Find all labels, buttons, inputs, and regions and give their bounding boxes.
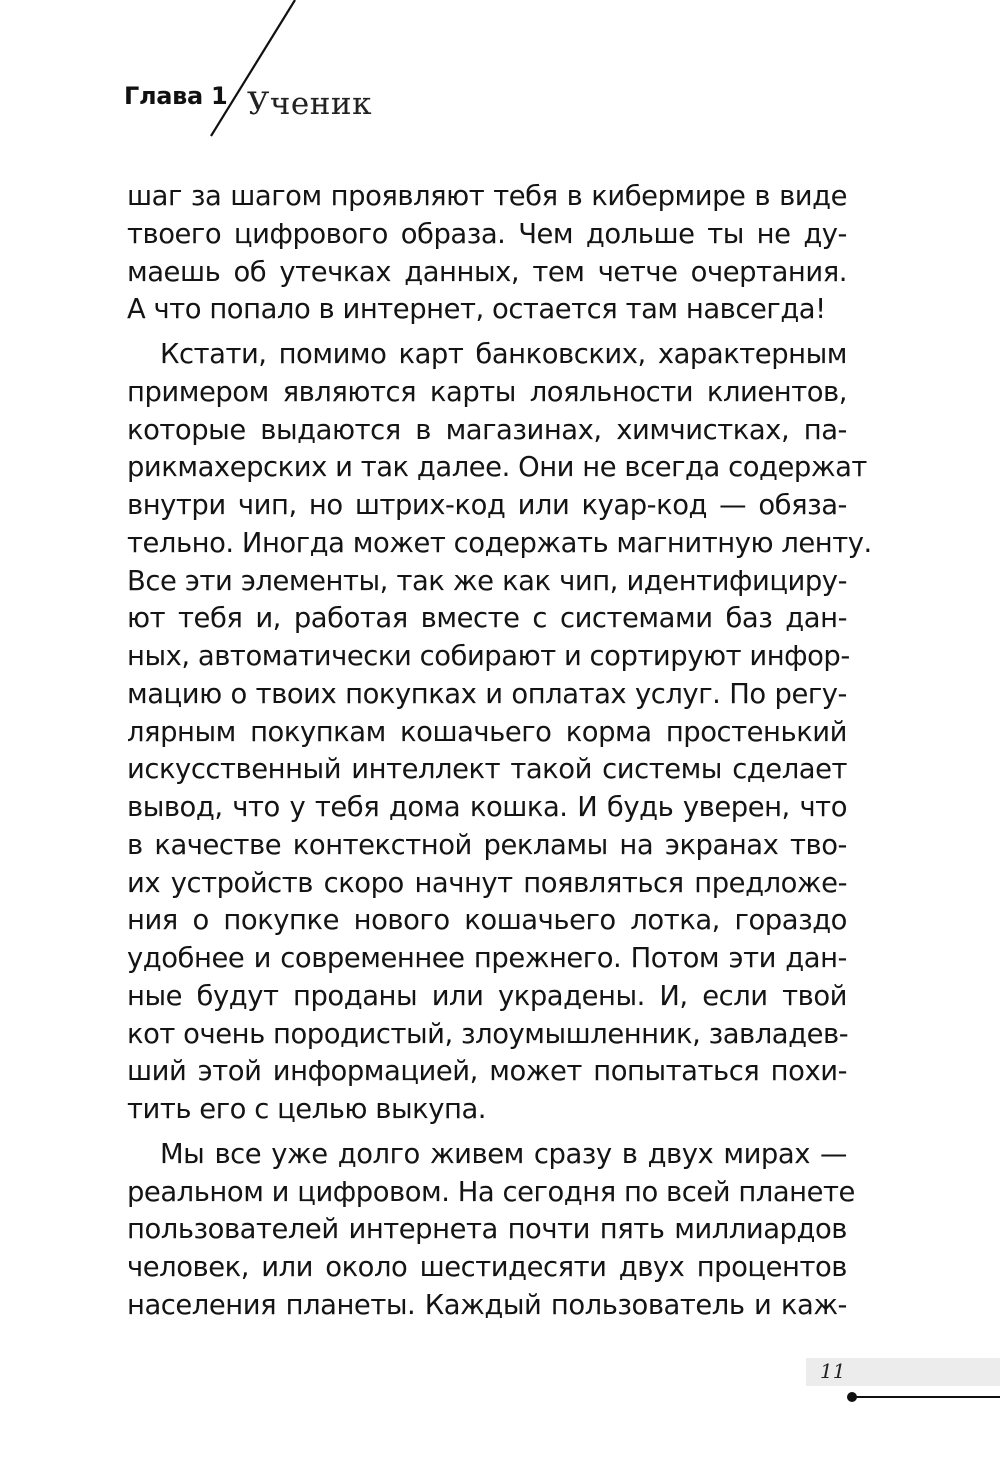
- text-line: маешь об утечках данных, тем четче очертания.: [127, 256, 847, 288]
- chapter-title: Ученик: [247, 86, 372, 122]
- text-line: тить его с целью выкупа.: [127, 1094, 487, 1125]
- text-line: ные будут проданы или украдены. И, если твой: [127, 980, 847, 1012]
- text-line: тельно. Иногда может содержать магнитную ленту.: [127, 527, 872, 559]
- text-line: внутри чип, но штрих-код или куар-код — обяза-: [127, 490, 847, 521]
- paragraph-1: [127, 178, 847, 329]
- footer-rule-dot: [840, 1390, 1000, 1404]
- text-line: А что попало в интернет, остается там навсегда!: [127, 294, 826, 326]
- text-line: искусственный интеллект такой системы сделает: [127, 754, 847, 786]
- text-line: человек, или около шестидесяти двух процентов: [127, 1252, 847, 1283]
- text-line: рикмахерских и так далее. Они не всегда содержат: [127, 452, 867, 484]
- text-line: в качестве контекстной рекламы на экранах тво-: [127, 829, 847, 861]
- body-text: [127, 178, 872, 1325]
- text-line: Мы все уже долго живем сразу в двух мирах —: [160, 1138, 847, 1170]
- text-line: мацию о твоих покупках и оплатах услуг. По регу-: [127, 678, 847, 710]
- page-number: 11: [820, 1359, 846, 1383]
- text-line: Кстати, помимо карт банковских, характерным: [160, 339, 847, 370]
- text-line: лярным покупкам кошачьего корма простенький: [127, 716, 847, 748]
- paragraph-3: [127, 1136, 855, 1325]
- text-line: населения планеты. Каждый пользователь и каж-: [127, 1289, 847, 1321]
- text-line: кот очень породистый, злоумышленник, завладев-: [127, 1018, 849, 1050]
- text-line: ния о покупке нового кошачьего лотка, гораздо: [127, 905, 847, 937]
- text-line: их устройств скоро начнут появляться предложе-: [127, 867, 847, 899]
- text-line: реальном и цифровом. На сегодня по всей планете: [127, 1176, 855, 1208]
- text-line: ных, автоматически собирают и сортируют инфор-: [127, 641, 850, 672]
- text-line: пользователей интернета почти пять миллиардов: [127, 1214, 847, 1246]
- chapter-divider-slash: [0, 0, 1000, 150]
- chapter-label: Глава 1: [124, 82, 228, 110]
- text-line: вывод, что у тебя дома кошка. И будь уверен, что: [127, 792, 847, 823]
- text-line: твоего цифрового образа. Чем дольше ты не ду-: [127, 218, 847, 250]
- text-line: которые выдаются в магазинах, химчистках, па-: [127, 414, 847, 446]
- text-line: ют тебя и, работая вместе с системами баз дан-: [127, 603, 847, 635]
- text-line: Все эти элементы, так же как чип, идентифициру-: [127, 565, 847, 597]
- text-line: удобнее и современнее прежнего. Потом эти дан-: [127, 943, 847, 974]
- text-line: шаг за шагом проявляют тебя в кибермире в виде: [127, 181, 847, 212]
- text-line: примером являются карты лояльности клиентов,: [127, 376, 847, 408]
- text-line: ший этой информацией, может попытаться похи-: [127, 1056, 847, 1088]
- paragraph-2: [127, 336, 872, 1129]
